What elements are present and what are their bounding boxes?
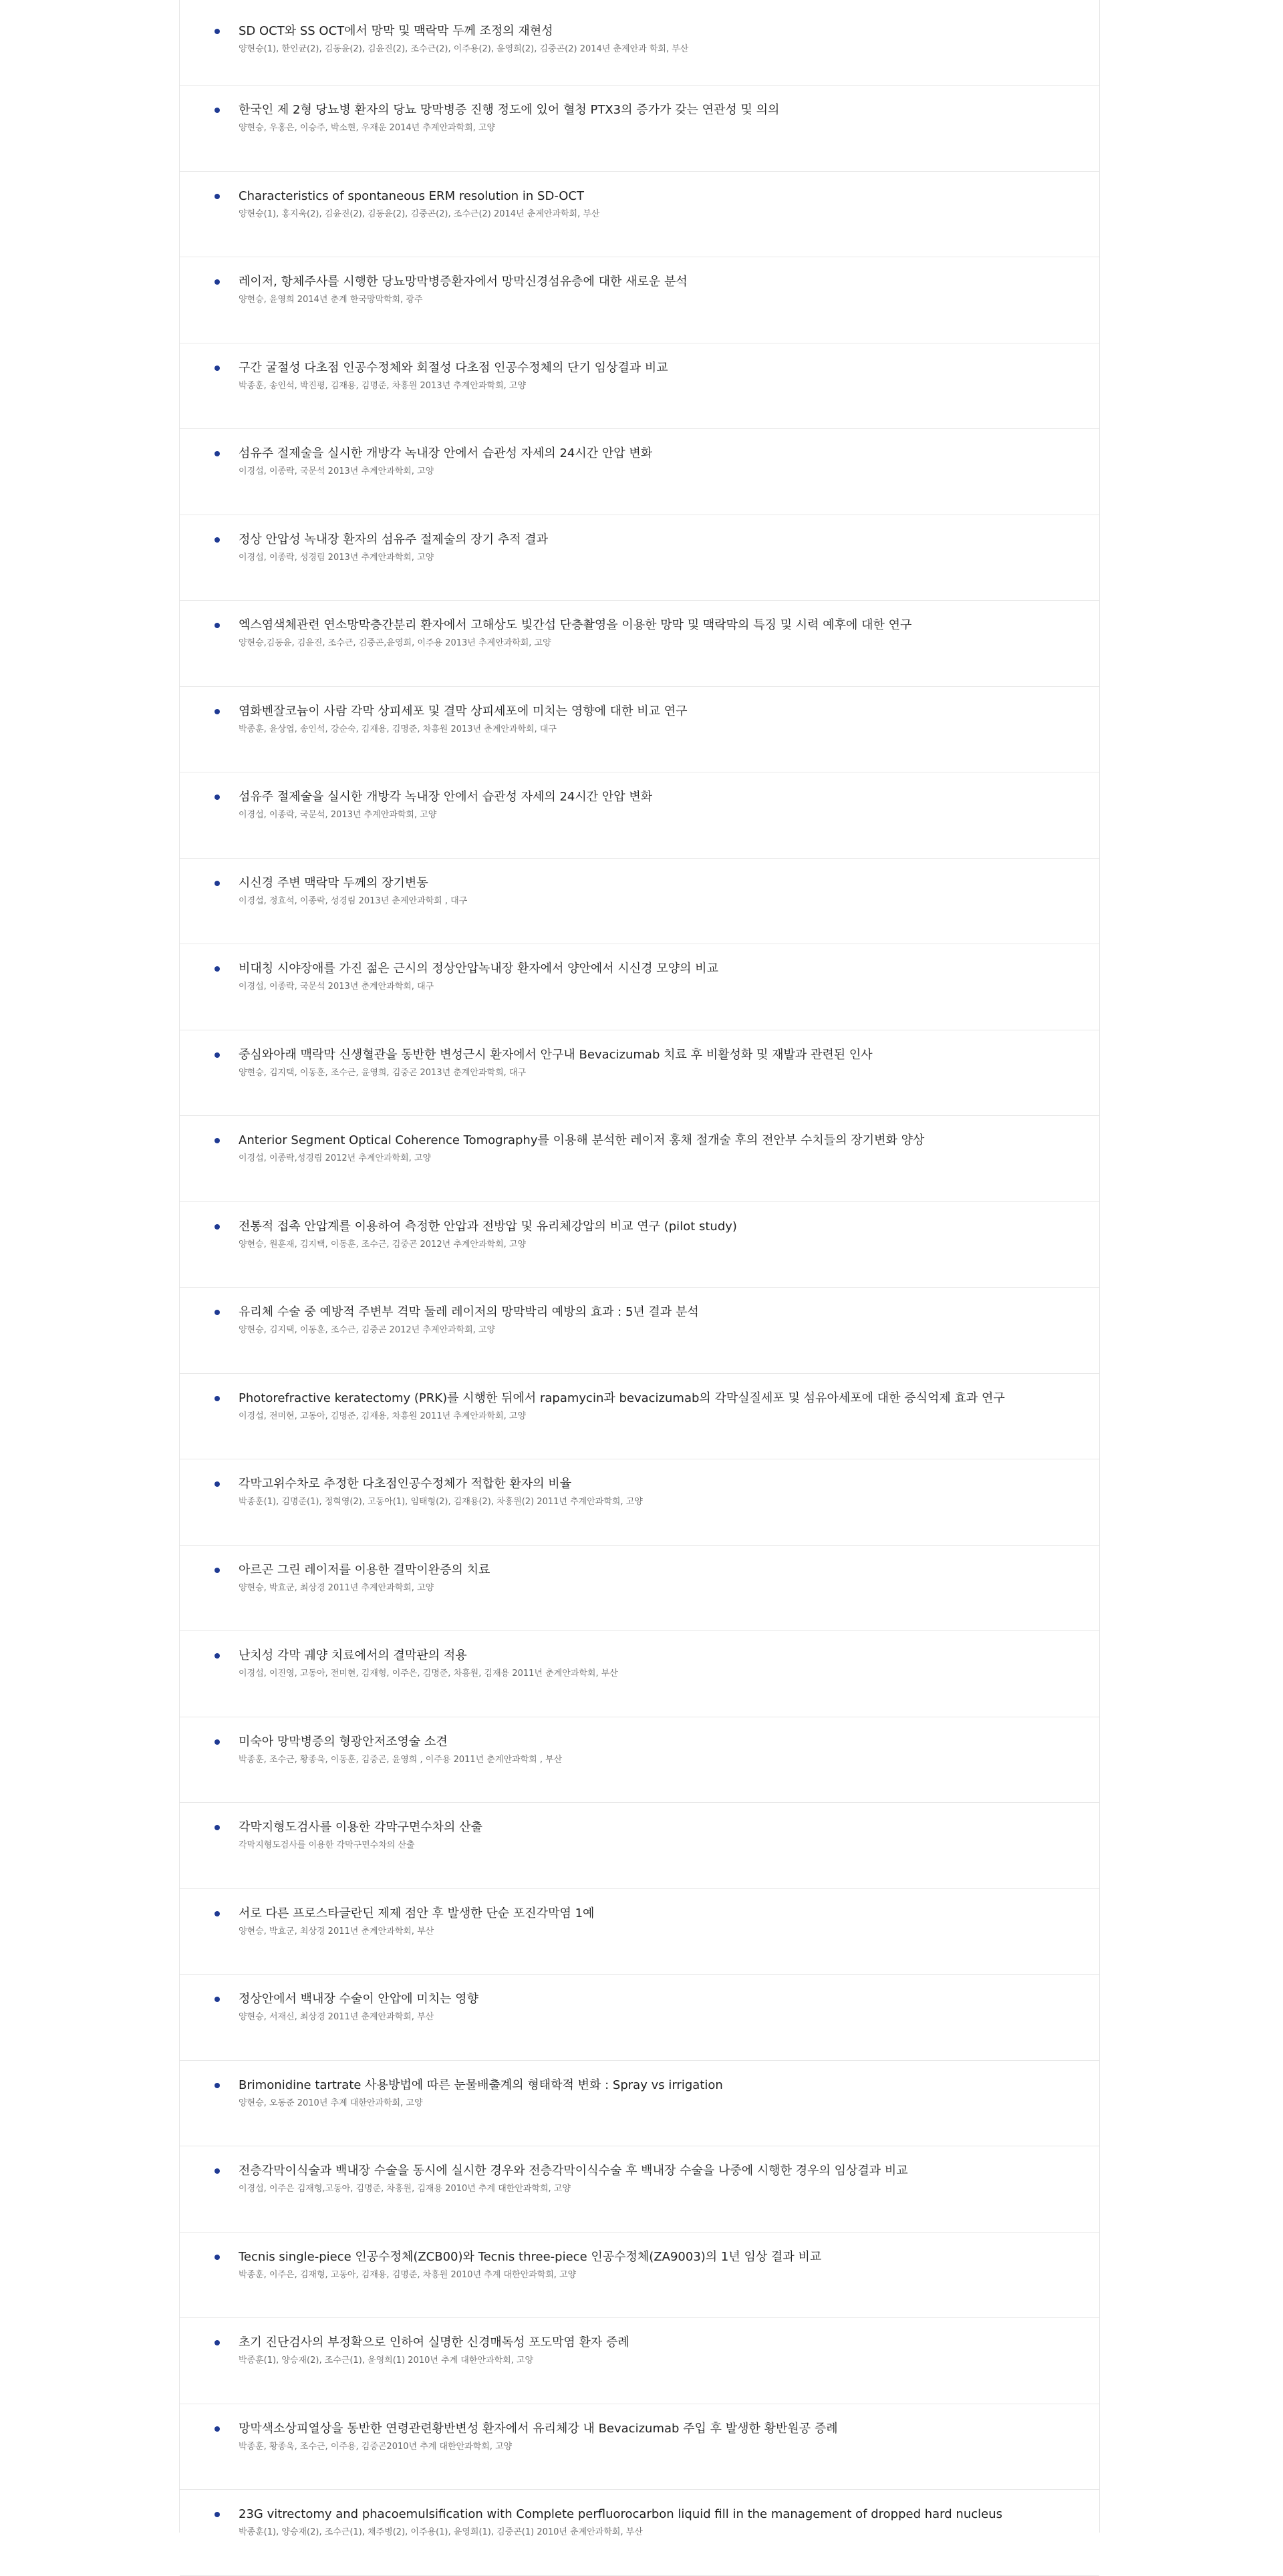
publication-meta: 박종훈, 이주은, 김재형, 고동아, 김재용, 김명준, 차흥원 2010년 추계 대한안과학회, 고양 bbox=[239, 2269, 577, 2280]
publication-item bbox=[180, 1030, 1099, 1117]
publication-meta: 박종훈(1), 양승재(2), 조수근(1), 채주병(2), 이주용(1), 윤영희(1), 김중곤(1) 2010년 춘계안과학회, 부산 bbox=[239, 2527, 643, 2537]
publication-item bbox=[180, 1116, 1099, 1202]
bullet-icon bbox=[215, 1825, 220, 1830]
publication-title-link[interactable]: Photorefractive keratectomy (PRK)를 시행한 뒤에서 rapamycin과 bevacizumab의 각막실질세포 및 섬유아세포에 대한 증식억제 효과 연구 bbox=[239, 1391, 1005, 1405]
publication-item bbox=[180, 944, 1099, 1030]
publication-meta: 이경섭, 이종락,성경림 2012년 추계안과학회, 고양 bbox=[239, 1153, 432, 1163]
publication-title-link[interactable]: 시신경 주변 맥락막 두께의 장기변동 bbox=[239, 875, 428, 890]
publication-title-link[interactable]: 염화벤잘코늄이 사람 각막 상피세포 및 결막 상피세포에 미치는 영향에 대한 비교 연구 bbox=[239, 704, 688, 718]
publication-meta: 이경섭, 이주은 김재형,고동아, 김명준, 차흥원, 김재용 2010년 추계 대한안과학회, 고양 bbox=[239, 2184, 571, 2194]
publication-item bbox=[180, 1631, 1099, 1717]
publication-title-link[interactable]: 아르곤 그린 레이저를 이용한 결막이완증의 치료 bbox=[239, 1562, 490, 1577]
publication-meta: 양현승, 윤영희 2014년 춘계 한국망막학회, 광주 bbox=[239, 295, 423, 305]
publication-title-link[interactable]: 전통적 접촉 안압계를 이용하여 측정한 안압과 전방압 및 유리체강압의 비교 연구 (pilot study) bbox=[239, 1219, 737, 1234]
publication-item bbox=[180, 2490, 1099, 2576]
publication-meta: 박종훈, 황종욱, 조수근, 이주용, 김중곤2010년 추계 대한안과학회, 고양 bbox=[239, 2441, 513, 2452]
publication-title-link[interactable]: 한국인 제 2형 당뇨병 환자의 당뇨 망막병증 진행 정도에 있어 혈청 PTX3의 증가가 갖는 연관성 및 의의 bbox=[239, 103, 780, 117]
publication-meta: 이경섭, 이종락, 국문석, 2013년 추계안과학회, 고양 bbox=[239, 810, 437, 820]
publication-item bbox=[180, 343, 1099, 430]
publication-meta: 양현승, 우홍은, 이승주, 박소현, 우재운 2014년 추계안과학회, 고양 bbox=[239, 123, 496, 133]
publication-title-link[interactable]: 정상 안압성 녹내장 환자의 섬유주 절제술의 장기 추적 결과 bbox=[239, 532, 549, 547]
publication-item bbox=[180, 1803, 1099, 1889]
publication-meta: 양현승, 서재신, 최상경 2011년 춘계안과학회, 부산 bbox=[239, 2012, 434, 2022]
publication-item bbox=[180, 687, 1099, 773]
publication-meta: 양현승, 원훈재, 김지택, 이동훈, 조수근, 김중곤 2012년 추계안과학회, 고양 bbox=[239, 1239, 527, 1250]
publication-meta: 박종훈, 조수근, 황종욱, 이동훈, 김중곤, 윤영희 , 이주용 2011년 춘계안과학회 , 부산 bbox=[239, 1754, 563, 1765]
bullet-icon bbox=[215, 1568, 220, 1573]
publication-item bbox=[180, 2233, 1099, 2319]
bullet-icon bbox=[215, 2426, 220, 2432]
bullet-icon bbox=[215, 623, 220, 628]
bullet-icon bbox=[215, 29, 220, 34]
publication-meta: 박종훈, 송인석, 박진평, 김재용, 김명준, 차흥원 2013년 추계안과학회, 고양 bbox=[239, 380, 527, 391]
bullet-icon bbox=[215, 1481, 220, 1487]
publication-item bbox=[180, 0, 1099, 86]
bullet-icon bbox=[215, 1396, 220, 1401]
publication-title-link[interactable]: 난치성 각막 궤양 치료에서의 결막판의 적용 bbox=[239, 1649, 467, 1663]
publication-title-link[interactable]: SD OCT와 SS OCT에서 망막 및 맥락막 두께 조정의 재현성 bbox=[239, 24, 553, 38]
bullet-icon bbox=[215, 108, 220, 113]
bullet-icon bbox=[215, 709, 220, 714]
bullet-icon bbox=[215, 881, 220, 886]
publication-meta: 박종훈, 윤상엽, 송인석, 강순숙, 김재용, 김명준, 차흥원 2013년 춘계안과학회, 대구 bbox=[239, 724, 557, 734]
publication-list-panel bbox=[179, 0, 1100, 2537]
publication-item bbox=[180, 601, 1099, 687]
publication-item bbox=[180, 1546, 1099, 1632]
publication-item bbox=[180, 515, 1099, 601]
bullet-icon bbox=[215, 194, 220, 199]
bullet-icon bbox=[215, 451, 220, 456]
publication-meta: 이경섭, 이종락, 국문석 2013년 추계안과학회, 고양 bbox=[239, 466, 434, 476]
publication-title-link[interactable]: 망막색소상피열상을 동반한 연령관련황반변성 환자에서 유리체강 내 Bevacizumab 주입 후 발생한 황반원공 증례 bbox=[239, 2421, 838, 2436]
publication-item bbox=[180, 1889, 1099, 1975]
publication-meta: 이경섭, 정효석, 이종락, 성경림 2013년 춘계안과학회 , 대구 bbox=[239, 895, 468, 906]
publication-meta: 이경섭, 전미현, 고동아, 김명준, 김재용, 차흥원 2011년 추계안과학회, 고양 bbox=[239, 1411, 527, 1421]
publication-title-link[interactable]: 유리체 수술 중 예방적 주변부 격막 둘레 레이저의 망막박리 예방의 효과 : 5년 결과 분석 bbox=[239, 1305, 699, 1319]
bullet-icon bbox=[215, 1224, 220, 1230]
bullet-icon bbox=[215, 1911, 220, 1916]
publication-item bbox=[180, 859, 1099, 945]
publication-item bbox=[180, 172, 1099, 258]
publication-meta: 양현승, 김지택, 이동훈, 조수근, 윤영희, 김중곤 2013년 춘계안과학회, 대구 bbox=[239, 1067, 527, 1078]
publication-meta: 박종훈(1), 양승재(2), 조수근(1), 윤영희(1) 2010년 추계 대한안과학회, 고양 bbox=[239, 2355, 534, 2366]
publication-item bbox=[180, 1975, 1099, 2061]
bullet-icon bbox=[215, 366, 220, 371]
publication-meta: 양현승(1), 홍지욱(2), 김윤진(2), 김동윤(2), 김중곤(2), 조수근(2) 2014년 춘계안과학회, 부산 bbox=[239, 208, 600, 219]
publication-title-link[interactable]: 전층각막이식술과 백내장 수술을 동시에 실시한 경우와 전층각막이식수술 후 백내장 수술을 나중에 시행한 경우의 임상결과 비교 bbox=[239, 2164, 908, 2178]
publication-title-link[interactable]: 각막고위수차로 추정한 다초점인공수정체가 적합한 환자의 비율 bbox=[239, 1477, 572, 1491]
publication-item bbox=[180, 1288, 1099, 1374]
publication-item bbox=[180, 429, 1099, 515]
publication-item bbox=[180, 86, 1099, 172]
publication-meta: 양현승,김동윤, 김윤진, 조수근, 김중곤,윤영희, 이주용 2013년 추계안과학회, 고양 bbox=[239, 638, 551, 648]
publication-title-link[interactable]: 23G vitrectomy and phacoemulsification with Complete perfluorocarbon liquid fill in the management of dropped hard nucleus bbox=[239, 2507, 1002, 2521]
publication-meta: 박종훈(1), 김명준(1), 정혁영(2), 고동아(1), 임태형(2), 김재용(2), 차흥원(2) 2011년 추계안과학회, 고양 bbox=[239, 1497, 643, 1507]
bullet-icon bbox=[215, 1138, 220, 1143]
bullet-icon bbox=[215, 966, 220, 972]
bullet-icon bbox=[215, 1052, 220, 1058]
publication-list bbox=[180, 0, 1099, 2576]
publication-title-link[interactable]: Characteristics of spontaneous ERM resolution in SD-OCT bbox=[239, 188, 585, 203]
bullet-icon bbox=[215, 2168, 220, 2174]
publication-item bbox=[180, 2061, 1099, 2147]
publication-title-link[interactable]: Tecnis single-piece 인공수정체(ZCB00)와 Tecnis three-piece 인공수정체(ZA9003)의 1년 임상 결과 비교 bbox=[239, 2249, 822, 2264]
publication-item bbox=[180, 1374, 1099, 1460]
publication-meta: 각막지형도검사를 이용한 각막구면수차의 산출 bbox=[239, 1840, 415, 1850]
publication-title-link[interactable]: 정상안에서 백내장 수술이 안압에 미치는 영향 bbox=[239, 1992, 478, 2006]
publication-title-link[interactable]: 섬유주 절제술을 실시한 개방각 녹내장 안에서 습관성 자세의 24시간 안압 변화 bbox=[239, 446, 653, 460]
publication-title-link[interactable]: 비대칭 시야장애를 가진 젊은 근시의 정상안압녹내장 환자에서 양안에서 시신경 모양의 비교 bbox=[239, 962, 718, 976]
publication-title-link[interactable]: 구간 굴절성 다초점 인공수정체와 회절성 다초점 인공수정체의 단기 임상결과 비교 bbox=[239, 360, 668, 375]
publication-item bbox=[180, 257, 1099, 343]
bullet-icon bbox=[215, 1739, 220, 1745]
publication-title-link[interactable]: Brimonidine tartrate 사용방법에 따른 눈물배출계의 형태학적 변화 : Spray vs irrigation bbox=[239, 2078, 723, 2092]
publication-item bbox=[180, 2318, 1099, 2404]
publication-meta: 양현승, 오동준 2010년 추계 대한안과학회, 고양 bbox=[239, 2098, 423, 2108]
publication-title-link[interactable]: 초기 진단검사의 부정확으로 인하여 실명한 신경매독성 포도막염 환자 증례 bbox=[239, 2335, 629, 2349]
publication-item bbox=[180, 2146, 1099, 2233]
publication-title-link[interactable]: 엑스염색체관련 연소망막층간분리 환자에서 고해상도 빛간섭 단층촬영을 이용한 망막 및 맥락막의 특징 및 시력 예후에 대한 연구 bbox=[239, 618, 912, 632]
bullet-icon bbox=[215, 2340, 220, 2345]
publication-title-link[interactable]: 레이저, 항체주사를 시행한 당뇨망막병증환자에서 망막신경섬유층에 대한 새로운 분석 bbox=[239, 275, 688, 289]
publication-item bbox=[180, 772, 1099, 859]
bullet-icon bbox=[215, 1653, 220, 1659]
publication-meta: 양현승(1), 한인균(2), 김동윤(2), 김윤진(2), 조수근(2), 이주용(2), 윤영희(2), 김중곤(2) 2014년 춘계안과 학회, 부산 bbox=[239, 44, 689, 54]
publication-meta: 이경섭, 이종락, 성경림 2013년 추계안과학회, 고양 bbox=[239, 552, 434, 563]
publication-meta: 양현승, 박효군, 최상경 2011년 춘계안과학회, 부산 bbox=[239, 1926, 434, 1937]
publication-title-link[interactable]: 서로 다른 프로스타글란딘 제제 점안 후 발생한 단순 포진각막염 1예 bbox=[239, 1906, 595, 1920]
bullet-icon bbox=[215, 1997, 220, 2002]
publication-title-link[interactable]: Anterior Segment Optical Coherence Tomography를 이용해 분석한 레이저 홍채 절개술 후의 전안부 수치들의 장기변화 양상 bbox=[239, 1133, 925, 1147]
bullet-icon bbox=[215, 537, 220, 543]
publication-title-link[interactable]: 섬유주 절제술을 실시한 개방각 녹내장 안에서 습관성 자세의 24시간 안압 변화 bbox=[239, 790, 653, 804]
publication-item bbox=[180, 1202, 1099, 1288]
publication-meta: 양현승, 박효군, 최상경 2011년 추계안과학회, 고양 bbox=[239, 1582, 434, 1593]
bullet-icon bbox=[215, 2255, 220, 2260]
publication-title-link[interactable]: 중심와아래 맥락막 신생혈관을 동반한 변성근시 환자에서 안구내 Bevacizumab 치료 후 비활성화 및 재발과 관련된 인사 bbox=[239, 1047, 873, 1062]
publication-item bbox=[180, 1459, 1099, 1546]
bullet-icon bbox=[215, 2083, 220, 2088]
publication-title-link[interactable]: 각막지형도검사를 이용한 각막구면수차의 산출 bbox=[239, 1820, 482, 1834]
publication-meta: 양현승, 김지택, 이동훈, 조수근, 김중곤 2012년 추계안과학회, 고양 bbox=[239, 1325, 496, 1335]
publication-meta: 이경섭, 이진영, 고동아, 전미현, 김재형, 이주은, 김명준, 차흥원, 김재용 2011년 춘계안과학회, 부산 bbox=[239, 1669, 618, 1679]
publication-meta: 이경섭, 이종락, 국문석 2013년 춘계안과학회, 대구 bbox=[239, 982, 434, 992]
publication-item bbox=[180, 1717, 1099, 1804]
publication-title-link[interactable]: 미숙아 망막병증의 형광안저조영술 소견 bbox=[239, 1734, 448, 1749]
bullet-icon bbox=[215, 1310, 220, 1315]
publication-item bbox=[180, 2404, 1099, 2490]
bullet-icon bbox=[215, 795, 220, 800]
bullet-icon bbox=[215, 2512, 220, 2517]
bullet-icon bbox=[215, 279, 220, 285]
